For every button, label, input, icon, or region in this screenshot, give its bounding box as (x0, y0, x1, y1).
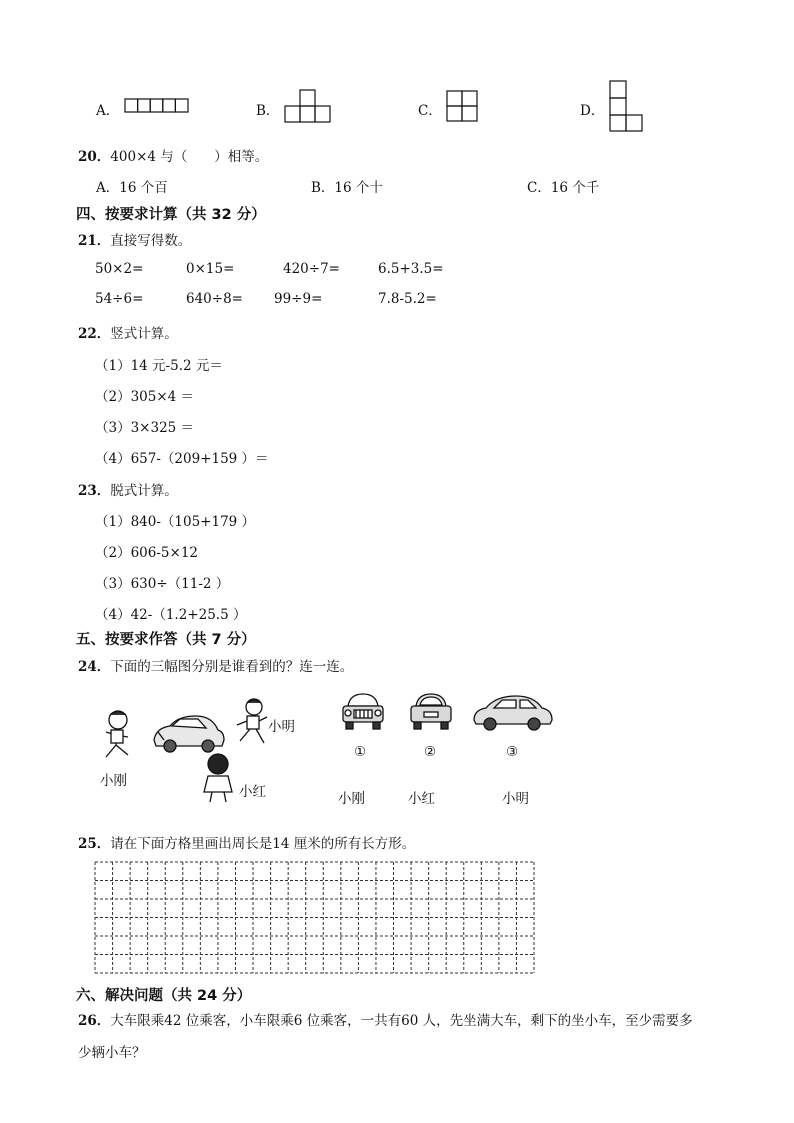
section-4-heading: 四、按要求计算（共 32 分） (76, 207, 266, 223)
q20-option-c: C．16 个千 (527, 180, 600, 196)
q20-stem (78, 145, 268, 165)
q19-option-a-figure (124, 97, 190, 115)
q19-option-c-letter: C． (418, 103, 442, 119)
q20-option-a: A．16 个百 (96, 180, 168, 196)
q22-item-4: （4）657-（209+159 ）＝ (95, 451, 269, 467)
q23-item-4: （4）42-（1.2+25.5 ） (95, 607, 247, 623)
q24-scene-label-xiaogang: 小刚 (100, 773, 127, 789)
q20-number: 20． (78, 149, 111, 165)
q21-row2-item-2: 640÷8= (186, 291, 243, 307)
q21-stem (78, 229, 191, 249)
q24-scene-label-xiaohong: 小红 (239, 784, 266, 800)
q24-answer-label-3: 小明 (502, 791, 529, 807)
section-5-heading: 五、按要求作答（共 7 分） (76, 632, 256, 648)
q22-item-3: （3）3×325 ＝ (95, 420, 195, 436)
q23-item-1: （1）840-（105+179 ） (95, 514, 256, 530)
q26-line-1 (78, 1009, 693, 1029)
q23-stem (78, 479, 178, 499)
q24-scene-boy-xiaoming (234, 697, 270, 751)
q19-option-d-letter: D． (580, 103, 605, 119)
q24-scene-girl-xiaohong (198, 752, 238, 804)
q21-row2-item-3: 99÷9= (274, 291, 323, 307)
q21-row1-item-2: 0×15= (186, 261, 235, 277)
q24-answer-label-1: 小刚 (338, 791, 365, 807)
q24-scene-boy-xiaogang (98, 708, 138, 766)
q23-item-2: （2）606-5×12 (95, 545, 198, 561)
q22-text: 竖式计算。 (110, 326, 178, 342)
q24-number: 24． (78, 659, 111, 675)
q24-view-2-mark: ② (424, 744, 437, 760)
q26-number: 26． (78, 1013, 111, 1029)
q23-item-3: （3）630÷（11-2 ） (95, 576, 230, 592)
q21-row2-item-4: 7.8-5.2= (378, 291, 437, 307)
q25-dashed-grid[interactable] (95, 862, 535, 974)
q22-item-2: （2）305×4 ＝ (95, 389, 195, 405)
q25-text: 请在下面方格里画出周长是14 厘米的所有长方形。 (110, 836, 416, 852)
q22-item-1: （1）14 元-5.2 元＝ (95, 358, 223, 374)
q21-row1-item-3: 420÷7= (283, 261, 340, 277)
q19-option-d-figure (609, 80, 645, 134)
q24-view-1-mark: ① (354, 744, 367, 760)
q24-view-3-mark: ③ (506, 744, 519, 760)
q19-option-b-letter: B． (256, 103, 280, 119)
q24-answer-label-2: 小红 (408, 791, 435, 807)
q26-text-line-2: 少辆小车？ (78, 1045, 146, 1061)
q24-scene-label-xiaoming: 小明 (268, 719, 295, 735)
q19-option-a-letter: A． (96, 103, 120, 119)
q21-number: 21． (78, 233, 111, 249)
q23-number: 23． (78, 483, 111, 499)
q25-number: 25． (78, 836, 111, 852)
q21-text: 直接写得数。 (110, 233, 192, 249)
q25-stem (78, 832, 415, 852)
q26-text-line-1: 大车限乘42 位乘客，小车限乘6 位乘客，一共有60 人，先坐满大车，剩下的坐小车，至少需要多 (110, 1013, 693, 1029)
q21-row1-item-1: 50×2= (95, 261, 144, 277)
q24-view-1-front-car (340, 692, 386, 732)
q23-text: 脱式计算。 (110, 483, 178, 499)
q19-option-b-figure (284, 89, 334, 125)
q24-view-3-side-car (472, 694, 554, 732)
q22-stem (78, 322, 178, 342)
section-6-heading: 六、解决问题（共 24 分） (76, 988, 252, 1004)
q24-text: 下面的三幅图分别是谁看到的？连一连。 (110, 659, 354, 675)
q24-scene-car (150, 712, 226, 754)
q19-option-c-figure (446, 90, 480, 124)
q20-text: 400×4 与（ ）相等。 (110, 149, 269, 165)
q20-option-b: B．16 个十 (311, 180, 383, 196)
q21-row2-item-1: 54÷6= (95, 291, 144, 307)
q24-view-2-rear-car (408, 692, 454, 732)
q24-stem (78, 655, 353, 675)
q21-row1-item-4: 6.5+3.5= (378, 261, 444, 277)
q22-number: 22． (78, 326, 111, 342)
